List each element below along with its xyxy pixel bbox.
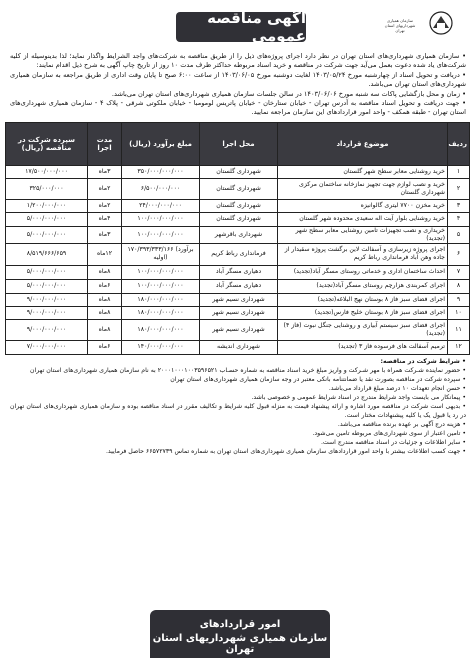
table-row [6,293,470,306]
cell-subject: احداث ساختمان اداری و خدماتی روستای مسگر آباد(تجدید) [278,265,448,279]
cell-row-number: ۸ [448,279,470,293]
cell-estimate: ۱۰۰/۰۰۰/۰۰۰/۰۰۰ [122,212,200,226]
cell-subject: خرید روشنایی بلوار آیت اله سعیدی محدوده شهر گلستان [278,212,448,226]
cell-subject: خرید مخزن ۷۷۰۰ لیتری گالوانیزه [278,199,448,212]
cell-deposit: ۹/۰۰۰/۰۰۰/۰۰۰ [6,319,88,340]
footer-line-2: سازمان همیاری شهرداریهای استان تهران [152,633,328,655]
cell-row-number: ۹ [448,293,470,306]
logo-caption: سازمان همیاری شهرداریهای استان تهران [384,18,416,33]
cell-place: دهیاری مسگر آباد [200,279,278,293]
cell-subject: خرید و نصب لوازم جهت تجهیز نمازخانه ساختمان مرکزی شهرداری گلستان [278,178,448,199]
cell-row-number: ۱۱ [448,319,470,340]
footer-signature-box [150,610,330,658]
cell-row-number: ۳ [448,199,470,212]
conditions-section [6,355,470,456]
cell-estimate: ۱۸۰/۰۰۰/۰۰۰/۰۰۰ [122,319,200,340]
cell-duration: ۳ماه [88,226,122,243]
cell-duration: ۶ماه [88,279,122,293]
intro-paragraph: • دریافت و تحویل اسناد از چهارشنبه مورخ ۱۴۰۳/۰۵/۲۴ لغایت دوشنبه مورخ ۱۴۰۳/۰۶/۰۵ از ساعت ۶:۰۰ صبح تا پایان وقت اداری از طریق مراجعه به سازمان همیاری شهرداری‌های استان تهران می‌باشد. [10,70,467,89]
table-row [6,165,470,178]
footer-line-1: امور قراردادهای [199,619,281,630]
cell-estimate: ۱۰۰/۰۰۰/۰۰۰/۰۰۰ [122,265,200,279]
cell-subject: خریداری و نصب تجهیزات تامین روشنایی معابر سطح شهر (تجدید) [278,226,448,243]
cell-duration: ۸ماه [88,265,122,279]
cell-place: شهرداری گلستان [200,199,278,212]
condition-item: • حضور نماینده شـرکت همراه با مهر شـرکت و واریز مبلغ خرید اسناد مناقصه به شماره حسـاب ۲۰۰۰۱۰۰۰۱۰۰۳۵۹۶۵۲۱ به نام سازمان همیاری شهرداری‌های استان تهران [30,366,466,374]
cell-deposit: ۱/۲۰۰/۰۰۰/۰۰۰ [6,199,88,212]
cell-row-number: ۴ [448,212,470,226]
page-title: آگهی مناقصه عمومی [176,12,306,42]
table-row [6,199,470,212]
cell-estimate: ۱۸۰/۰۰۰/۰۰۰/۰۰۰ [122,306,200,319]
cell-duration: ۲ماه [88,199,122,212]
cell-estimate: ۳۵۰/۰۰۰/۰۰۰/۰۰۰ [122,165,200,178]
cell-duration: ۸ماه [88,319,122,340]
cell-place: شهرداری نسیم شهر [200,319,278,340]
cell-row-number: ۱۰ [448,306,470,319]
intro-paragraph: • زمان و محل بازگشایی پاکات سه شنبه مورخ ۱۴۰۳/۰۶/۰۶ در سالن جلسات سازمان همیاری شهرداری‌های استان تهران می‌باشد. [111,89,466,98]
cell-subject: اجرای فضای سبز سیستم آبیاری و روشنایی جنگل نبوت (فاز ۴) (تجدید) [278,319,448,340]
table-row [6,243,470,265]
cell-duration: ۶ماه [88,340,122,354]
condition-item: • حسن انجام تعهدات ۱۰ درصد مبلغ قرارداد می‌باشد. [328,384,466,392]
cell-subject: اجرای فضای سبز فاز ۸ بوستان نهج البلاغه(تجدید) [278,293,448,306]
cell-row-number: ۱۲ [448,340,470,354]
cell-subject: ترمیم آسفالت های فرسوده فاز ۳ (تجدید) [278,340,448,354]
cell-estimate: ۲۴/۰۰۰/۰۰۰/۰۰۰ [122,199,200,212]
table-row [6,265,470,279]
cell-place: شهرداری نسیم شهر [200,293,278,306]
cell-duration: ۴ماه [88,212,122,226]
cell-estimate: ۱۷۰/۳۹۳/۳۳۳/۱۶۶ (برآورد اولیه) [122,243,200,265]
intro-text [6,52,470,118]
tender-table [5,122,470,355]
table-row [6,340,470,354]
cell-place: شهرداری گلستان [200,165,278,178]
cell-deposit: ۵/۰۰۰/۰۰۰/۰۰۰ [6,212,88,226]
cell-place: شهرداری نسیم شهر [200,306,278,319]
cell-place: شهرداری گلستان [200,178,278,199]
col-header-deposit: سپرده شرکت در مناقصه (ریال) [6,122,88,165]
cell-subject: اجرای فضای سبز فاز ۸ بوستان خلیج فارس(تجدید) [278,306,448,319]
condition-item: • سپرده شرکت در مناقصه بصورت نقد یا ضمانتنامه بانکی معتبر در وجه سازمان همیاری شهرداری‌های استان تهران [170,375,466,383]
cell-estimate: ۱۰۰/۰۰۰/۰۰۰/۰۰۰ [122,226,200,243]
cell-deposit: ۷/۰۰۰/۰۰۰/۰۰۰ [6,340,88,354]
cell-deposit: ۹/۰۰۰/۰۰۰/۰۰۰ [6,306,88,319]
cell-row-number: ۷ [448,265,470,279]
cell-subject: خرید روشنایی معابر سطح شهر گلستان [278,165,448,178]
col-header-estimate: مبلغ برآورد (ریال) [122,122,200,165]
cell-deposit: ۱۷/۵۰۰/۰۰۰/۰۰۰ [6,165,88,178]
condition-item: • پیمانکار می بایست واجد شرایط مندرج در اسناد شرایط عمومی و خصوصی باشد. [251,393,466,401]
cell-estimate: ۱۴۰/۰۰۰/۰۰۰/۰۰۰ [122,340,200,354]
table-row [6,319,470,340]
col-header-row: ردیف [448,122,470,165]
cell-place: شهرداری اندیشه [200,340,278,354]
cell-subject: اجرای کمربندی هزارچم روستای مسگر آباد(تجدید) [278,279,448,293]
cell-deposit: ۸/۵۱۹/۶۶۶/۶۵۹ [6,243,88,265]
conditions-title: • شرایط شرکت در مناقصه: [380,357,466,365]
cell-row-number: ۱ [448,165,470,178]
table-row [6,279,470,293]
cell-duration: ۲ماه [88,178,122,199]
cell-row-number: ۲ [448,178,470,199]
col-header-place: محل اجرا [200,122,278,165]
cell-estimate: ۶/۵۰۰/۰۰۰/۰۰۰ [122,178,200,199]
condition-item: • سایر اطلاعات و جزئیات در اسناد مناقصه مندرج است. [320,438,466,446]
cell-place: فرمانداری رباط کریم [200,243,278,265]
col-header-subject: موضوع قرارداد [278,122,448,165]
col-header-duration: مدت اجرا [88,122,122,165]
cell-duration: ۸ماه [88,293,122,306]
table-row [6,306,470,319]
cell-place: شهرداری باقرشهر [200,226,278,243]
condition-item: • هزینه درج آگهی بر عهده برنده مناقصه می‌باشد. [337,420,466,428]
organization-logo-icon [420,10,462,44]
cell-duration: ۳ماه [88,165,122,178]
cell-deposit: ۵/۰۰۰/۰۰۰/۰۰۰ [6,226,88,243]
intro-paragraph: • جهت دریافت و تحویل اسناد مناقصه به آدرس تهران - خیابان ستارخان - خیابان پاتریس لومومبا - خیابان ملکوتی شرقی - پلاک ۴ - سازمان همیاری شهرداری‌های استان تهران - طبقه همکف - واحد امور قراردادهای این سازمان مراجعه نمایید. [10,99,467,117]
cell-deposit: ۵/۰۰۰/۰۰۰/۰۰۰ [6,279,88,293]
condition-item: • جهت کسب اطلاعات بیشتر با واحد امور قراردادهای سازمان همیاری شهرداری‌های استان تهران به شماره تماس ۶۶۵۷۲۷۳۹ حاصل فرمایید. [105,447,466,455]
cell-place: دهیاری مسگر آباد [200,265,278,279]
cell-deposit: ۵/۰۰۰/۰۰۰/۰۰۰ [6,265,88,279]
cell-subject: اجرای پروژه زیرسازی و آسفالت لاین برگشت پروژه سقیدار از جاده وهن آباد فرمانداری رباط کریم [278,243,448,265]
cell-estimate: ۱۸۰/۰۰۰/۰۰۰/۰۰۰ [122,293,200,306]
cell-estimate: ۱۰۰/۰۰۰/۰۰۰/۰۰۰ [122,279,200,293]
cell-row-number: ۵ [448,226,470,243]
condition-item: • بدیهی است شرکت در مناقصه مورد اشاره و ارائه پیشنهاد قیمت به منزله قبول کلیه شرایط و تکالیف مقرر در اسناد مناقصه بوده و سازمان همیاری شهرداری‌های استان تهران در رد یا قبول یک یا کلیه پیشنهادات مختار است. [10,402,466,419]
cell-duration: ۱۲ماه [88,243,122,265]
condition-item: • تامین اعتبار از سوی شهرداری‌های مربوطه تامین می‌شود. [312,429,466,437]
cell-deposit: ۹/۰۰۰/۰۰۰/۰۰۰ [6,293,88,306]
table-header-row [6,122,470,165]
table-row [6,212,470,226]
cell-place: شهرداری گلستان [200,212,278,226]
table-row [6,178,470,199]
cell-duration: ۸ماه [88,306,122,319]
table-row [6,226,470,243]
header [6,6,470,50]
cell-row-number: ۶ [448,243,470,265]
cell-deposit: ۳۲۵/۰۰۰/۰۰۰ [6,178,88,199]
intro-paragraph: • سازمان همیاری شهرداری‌های استان تهران در نظر دارد اجرای پروژه‌های ذیل را از طریق مناقصه به شرکت‌های واجد الشرایط واگذار نماید؛ لذا بدینوسیله از کلیه شرکت‌های یاد شده دعوت بعمل می‌آید جهت شرکت در مناقصه و خرید اسناد مربوطه حداکثر ظرف مدت ۱۰ روز از تاریخ چاپ آگهی به شرح ذیل اقدام نمایند: [10,52,466,70]
